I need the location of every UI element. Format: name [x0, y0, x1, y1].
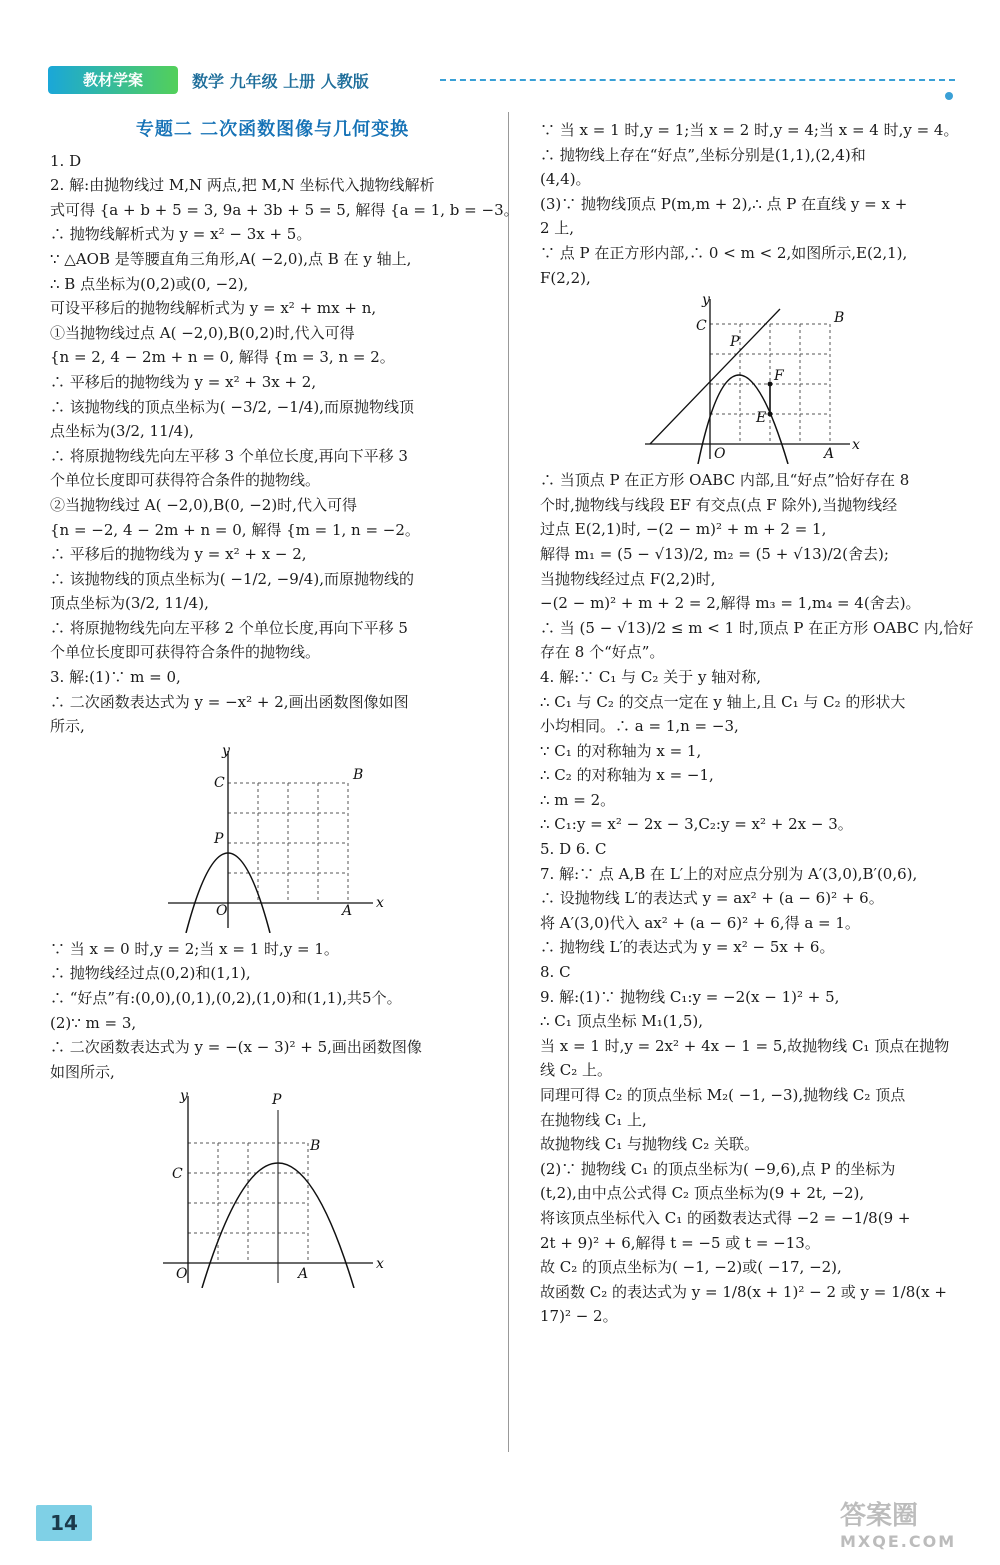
label-y: y	[179, 1088, 188, 1105]
text-line: ∴ C₁ 与 C₂ 的交点一定在 y 轴上,且 C₁ 与 C₂ 的形状大	[540, 692, 906, 711]
label-B: B	[309, 1138, 320, 1155]
text-line: 点坐标为(3/2, 11/4),	[50, 422, 194, 441]
text-line: 5. D 6. C	[540, 840, 607, 859]
text-line: ∵ 点 P 在正方形内部,∴ 0 < m < 2,如图所示,E(2,1),	[540, 243, 908, 262]
text-line: 当 x = 1 时,y = 2x² + 4x − 1 = 5,故抛物线 C₁ 顶点在抛物	[540, 1036, 950, 1055]
label-C: C	[696, 318, 707, 335]
text-line: 2. 解:由抛物线过 M,N 两点,把 M,N 坐标代入抛物线解析	[50, 176, 435, 195]
text-line: ∴ 抛物线解析式为 y = x² − 3x + 5。	[50, 225, 312, 244]
label-E: E	[756, 410, 767, 427]
left-text-block	[50, 149, 519, 739]
text-line: 1. D	[50, 151, 82, 170]
divider-dot	[945, 92, 953, 100]
text-line: (2)∵ m = 3,	[50, 1013, 137, 1032]
label-O: O	[714, 446, 726, 463]
text-line: ∴ 将原抛物线先向左平移 2 个单位长度,再向下平移 5	[50, 618, 408, 637]
label-C: C	[171, 1166, 183, 1183]
text-line: 所示,	[50, 717, 85, 736]
page-header	[40, 62, 965, 96]
text-line: 个时,抛物线与线段 EF 有交点(点 F 除外),当抛物线经	[540, 495, 898, 514]
label-P: P	[271, 1092, 281, 1109]
text-line: 式可得 {a + b + 5 = 3, 9a + 3b + 5 = 5, 解得 {a = 1, b = −3。	[50, 200, 519, 219]
text-line: 2t + 9)² + 6,解得 t = −5 或 t = −13。	[540, 1233, 820, 1252]
text-line: 8. C	[540, 963, 571, 982]
text-line: ∴ 当 (5 − √13)/2 ≤ m < 1 时,顶点 P 在正方形 OABC 内,恰好	[540, 618, 974, 637]
column-divider	[508, 112, 509, 1452]
label-x: x	[375, 1256, 384, 1273]
text-line: 7. 解:∵ 点 A,B 在 L′上的对应点分别为 A′(3,0),B′(0,6),	[540, 864, 918, 883]
parabola-curve	[698, 375, 788, 464]
text-line: ∵ C₁ 的对称轴为 x = 1,	[540, 741, 702, 760]
label-A: A	[297, 1266, 308, 1283]
text-line: 故函数 C₂ 的表达式为 y = 1/8(x + 1)² − 2 或 y = 1/8(x +	[540, 1282, 947, 1301]
text-line: ∴ “好点”有:(0,0),(0,1),(0,2),(1,0)和(1,1),共5个。	[50, 989, 402, 1008]
point-f	[768, 382, 773, 387]
left-text-block-2	[50, 937, 495, 1085]
text-line: 过点 E(2,1)时, −(2 − m)² + m + 2 = 1,	[540, 520, 827, 539]
text-line: 同理可得 C₂ 的顶点坐标 M₂( −1, −3),抛物线 C₂ 顶点	[540, 1086, 906, 1104]
text-line: 线 C₂ 上。	[540, 1061, 613, 1080]
text-line: −(2 − m)² + m + 2 = 2,解得 m₃ = 1,m₄ = 4(舍去)。	[540, 594, 921, 613]
text-line: ∴ C₂ 的对称轴为 x = −1,	[540, 766, 714, 785]
watermark-line1: 答案圈	[840, 1501, 919, 1531]
text-line: ∴ 该抛物线的顶点坐标为( −1/2, −9/4),而原抛物线的	[50, 569, 414, 588]
page-number: 14	[36, 1505, 92, 1541]
text-line: (2)∵ 抛物线 C₁ 的顶点坐标为( −9,6),点 P 的坐标为	[540, 1159, 896, 1178]
label-P: P	[213, 830, 223, 847]
figure-square-oabc	[640, 294, 870, 464]
text-line: ①当抛物线过点 A( −2,0),B(0,2)时,代入可得	[50, 323, 355, 342]
right-text-block	[540, 118, 970, 290]
text-line: 当抛物线经过点 F(2,2)时,	[540, 569, 716, 588]
text-line: {n = 2, 4 − 2m + n = 0, 解得 {m = 3, n = 2。	[50, 348, 395, 367]
text-line: 9. 解:(1)∵ 抛物线 C₁:y = −2(x − 1)² + 5,	[540, 987, 840, 1006]
text-line: ∴ 二次函数表达式为 y = −(x − 3)² + 5,画出函数图像	[50, 1038, 422, 1057]
text-line: 个单位长度即可获得符合条件的抛物线。	[50, 643, 321, 662]
label-B: B	[834, 310, 845, 327]
text-line: 将该顶点坐标代入 C₁ 的函数表达式得 −2 = −1/8(9 +	[540, 1208, 911, 1227]
text-line: ∴ B 点坐标为(0,2)或(0, −2),	[50, 274, 249, 293]
label-C: C	[213, 774, 225, 791]
text-line: 故抛物线 C₁ 与抛物线 C₂ 关联。	[540, 1135, 760, 1154]
text-line: 在抛物线 C₁ 上,	[540, 1110, 647, 1129]
text-line: 顶点坐标为(3/2, 11/4),	[50, 594, 209, 613]
text-line: 将 A′(3,0)代入 ax² + (a − 6)² + 6,得 a = 1。	[540, 913, 860, 932]
text-line: {n = −2, 4 − 2m + n = 0, 解得 {m = 1, n = −2。	[50, 520, 420, 539]
header-divider	[440, 79, 955, 81]
figure-parabola-m3	[158, 1088, 388, 1288]
text-line: (t,2),由中点公式得 C₂ 顶点坐标为(9 + 2t, −2),	[540, 1184, 865, 1203]
text-line: 3. 解:(1)∵ m = 0,	[50, 668, 181, 687]
series-logo: 教材学案	[48, 66, 178, 94]
text-line: F(2,2),	[540, 268, 591, 287]
text-line: ∴ 二次函数表达式为 y = −x² + 2,画出函数图像如图	[50, 692, 409, 711]
text-line: ∴ m = 2。	[540, 790, 616, 809]
label-P: P	[730, 334, 740, 351]
text-line: ∴ 平移后的抛物线为 y = x² + x − 2,	[50, 545, 307, 564]
text-line: ∴ 设抛物线 L′的表达式 y = ax² + (a − 6)² + 6。	[540, 889, 884, 908]
label-F: F	[774, 368, 784, 385]
text-line: 存在 8 个“好点”。	[540, 643, 665, 662]
label-A: A	[824, 446, 835, 463]
right-text-block-2	[540, 468, 974, 1329]
text-line: 4. 解:∵ C₁ 与 C₂ 关于 y 轴对称,	[540, 667, 761, 686]
label-A: A	[341, 902, 352, 919]
point-e	[768, 412, 773, 417]
text-line: ∵ △AOB 是等腰直角三角形,A( −2,0),点 B 在 y 轴上,	[50, 249, 412, 268]
label-x: x	[375, 894, 384, 911]
text-line: 2 上,	[540, 219, 575, 238]
label-B: B	[352, 766, 363, 783]
grid	[188, 1143, 308, 1263]
text-line: ∴ C₁ 顶点坐标 M₁(1,5),	[540, 1012, 704, 1031]
text-line: 如图所示,	[50, 1062, 115, 1081]
text-line: ∴ 抛物线经过点(0,2)和(1,1),	[50, 964, 251, 983]
text-line: 个单位长度即可获得符合条件的抛物线。	[50, 471, 321, 490]
book-info: 数学 九年级 上册 人教版	[192, 72, 369, 91]
text-line: ∴ 将原抛物线先向左平移 3 个单位长度,再向下平移 3	[50, 446, 408, 465]
text-line: 故 C₂ 的顶点坐标为( −1, −2)或( −17, −2),	[540, 1258, 842, 1277]
label-y: y	[221, 742, 230, 759]
grid	[228, 783, 348, 903]
section-title: 专题二 二次函数图像与几何变换	[135, 119, 410, 140]
text-line: (3)∵ 抛物线顶点 P(m,m + 2),∴ 点 P 在直线 y = x +	[540, 194, 908, 213]
text-line: 可设平移后的抛物线解析式为 y = x² + mx + n,	[50, 299, 377, 318]
text-line: ∴ C₁:y = x² − 2x − 3,C₂:y = x² + 2x − 3。	[540, 815, 853, 834]
text-line: ∵ 当 x = 0 时,y = 2;当 x = 1 时,y = 1。	[50, 939, 339, 958]
figure-parabola-m0	[158, 743, 388, 933]
text-line: (4,4)。	[540, 170, 591, 189]
left-column	[50, 118, 519, 1292]
text-line: ∴ 该抛物线的顶点坐标为( −3/2, −1/4),而原抛物线顶	[50, 397, 414, 416]
text-line: ∴ 当顶点 P 在正方形 OABC 内部,且“好点”恰好存在 8	[540, 471, 910, 490]
label-x: x	[852, 437, 860, 454]
text-line: 解得 m₁ = (5 − √13)/2, m₂ = (5 + √13)/2(舍去);	[540, 544, 889, 563]
label-O: O	[215, 902, 227, 919]
watermark	[840, 1495, 970, 1555]
right-column	[540, 118, 974, 1329]
text-line: 17)² − 2。	[540, 1307, 618, 1326]
text-line: 小均相同。∴ a = 1,n = −3,	[540, 717, 739, 736]
text-line: ∵ 当 x = 1 时,y = 1;当 x = 2 时,y = 4;当 x = 4 时,y = 4。	[540, 121, 959, 139]
text-line: ∴ 抛物线上存在“好点”,坐标分别是(1,1),(2,4)和	[540, 145, 866, 164]
text-line: ②当抛物线过 A( −2,0),B(0, −2)时,代入可得	[50, 495, 357, 514]
text-line: ∴ 抛物线 L′的表达式为 y = x² − 5x + 6。	[540, 938, 835, 957]
label-y: y	[702, 294, 710, 309]
watermark-line2: MXQE.COM	[840, 1532, 957, 1551]
label-O: O	[175, 1266, 187, 1283]
text-line: ∴ 平移后的抛物线为 y = x² + 3x + 2,	[50, 372, 317, 391]
